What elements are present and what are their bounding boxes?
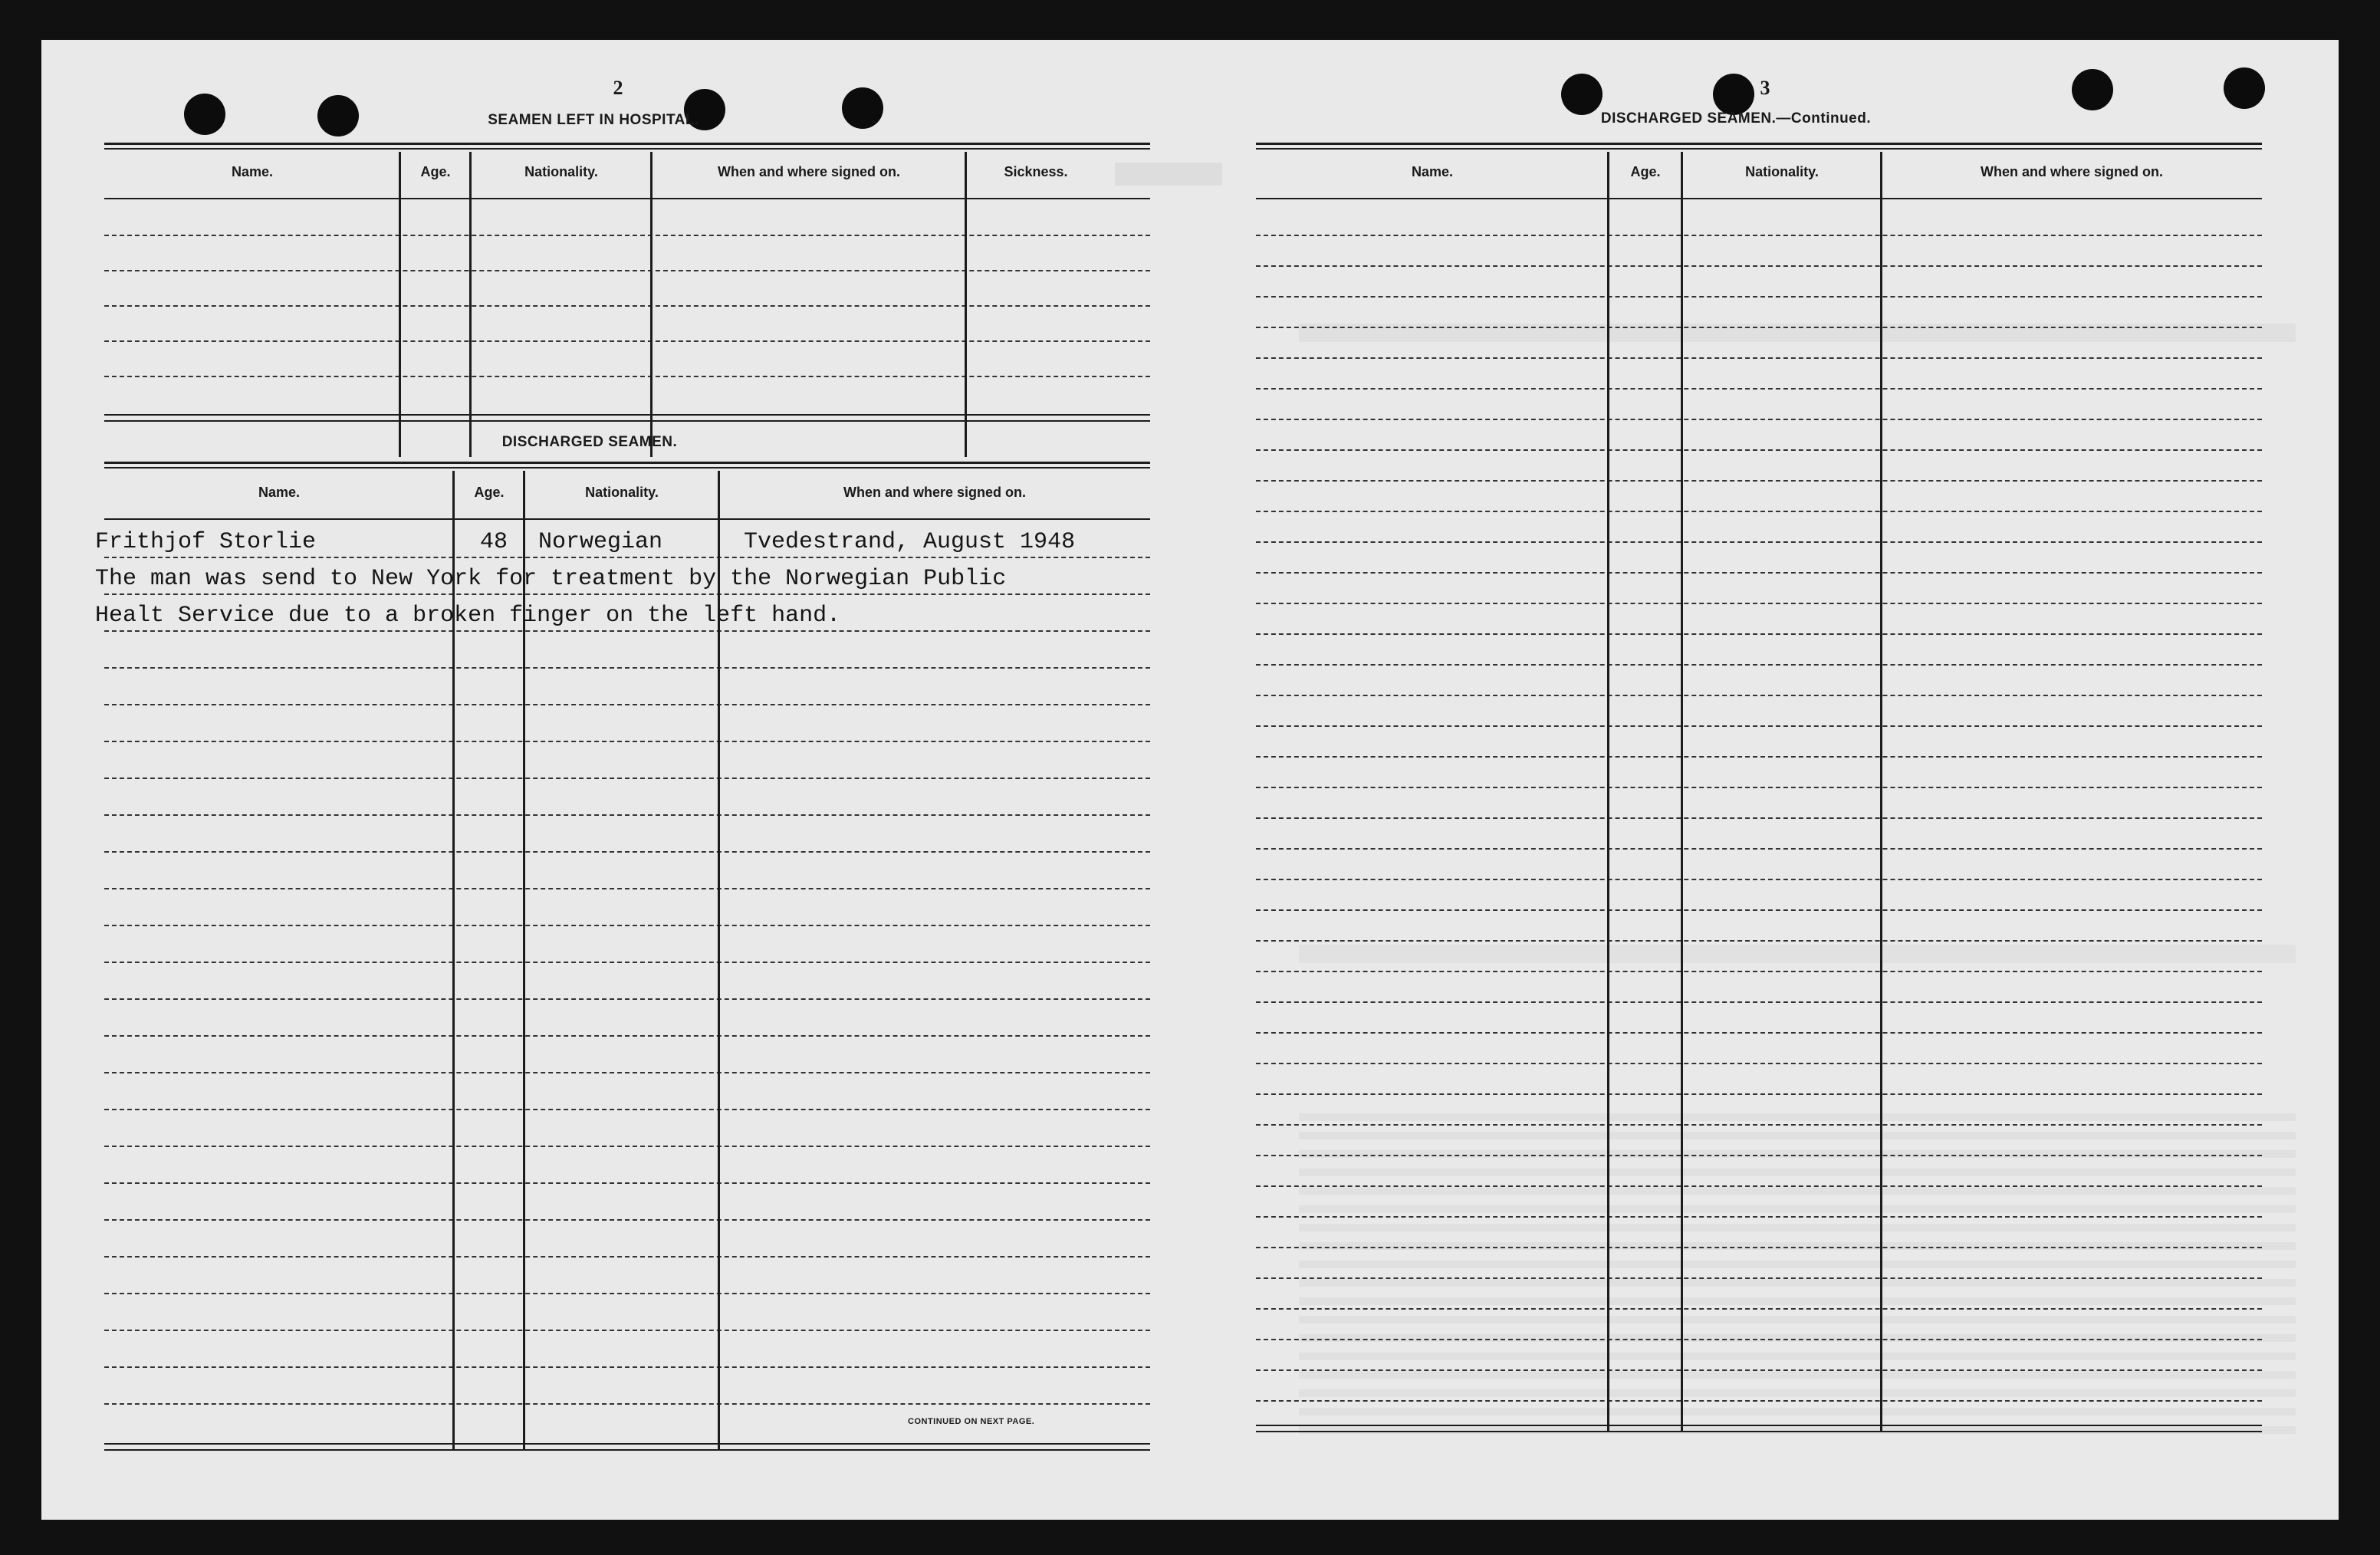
ruled-line <box>104 1256 1150 1257</box>
ruled-line <box>1256 1001 2262 1003</box>
ruled-line <box>1256 879 2262 880</box>
column-header-nationality: Nationality. <box>524 164 598 179</box>
ruled-line <box>1256 695 2262 696</box>
ruled-line <box>104 1219 1150 1221</box>
column-header-name: Name. <box>1411 164 1454 179</box>
ruled-line <box>1256 449 2262 451</box>
ruled-line <box>104 1182 1150 1184</box>
ruled-line <box>1256 1400 2262 1402</box>
ruled-line <box>104 704 1150 705</box>
discharged-section-title: DISCHARGED SEAMEN. <box>501 434 678 450</box>
ruled-line <box>1256 265 2262 267</box>
entry-age: 48 <box>480 529 508 555</box>
column-divider <box>399 152 401 457</box>
ruled-line <box>104 1403 1150 1405</box>
ruled-line <box>104 925 1150 926</box>
column-header-name: Name. <box>258 485 301 500</box>
column-header-nationality: Nationality. <box>585 485 659 500</box>
page-number-left: 2 <box>613 77 623 99</box>
ruled-line <box>1256 787 2262 788</box>
ruled-line <box>1256 1032 2262 1034</box>
ruled-line <box>1256 1063 2262 1064</box>
ruled-line <box>104 1366 1150 1368</box>
column-divider <box>965 152 967 457</box>
ruled-line <box>1256 1185 2262 1187</box>
ruled-line <box>104 667 1150 669</box>
ruled-line <box>1256 603 2262 604</box>
entry-name: Frithjof Storlie <box>95 529 317 555</box>
entry-nationality: Norwegian <box>538 529 663 555</box>
ruled-line <box>104 851 1150 853</box>
punch-hole <box>842 87 883 129</box>
column-divider <box>469 152 472 457</box>
column-header-nationality: Nationality. <box>1745 164 1819 179</box>
column-header-age: Age. <box>474 485 505 500</box>
ruled-line <box>1256 817 2262 819</box>
ruled-line <box>1256 756 2262 758</box>
hospital-section-title: SEAMEN LEFT IN HOSPITAL. <box>488 112 699 128</box>
ruled-line <box>104 741 1150 742</box>
ruled-line <box>1256 664 2262 666</box>
ruled-line <box>1256 848 2262 850</box>
ruled-line <box>104 270 1150 271</box>
ruled-line <box>1256 1155 2262 1156</box>
ruled-line <box>1256 572 2262 574</box>
ruled-line <box>104 340 1150 342</box>
column-header-signed-on: When and where signed on. <box>843 485 1027 500</box>
ruled-line <box>104 630 1150 632</box>
document-paper <box>41 40 2339 1520</box>
table-top-rule <box>104 143 1150 145</box>
ruled-line <box>1256 633 2262 635</box>
punch-hole <box>184 94 225 135</box>
ruled-line <box>104 962 1150 963</box>
bleed-through <box>1299 1113 2296 1435</box>
ruled-line <box>1256 1277 2262 1279</box>
ruled-line <box>1256 541 2262 543</box>
table-bottom-rule <box>104 1449 1150 1451</box>
ruled-line <box>1256 1216 2262 1218</box>
column-divider <box>1880 152 1882 1431</box>
ruled-line <box>104 305 1150 307</box>
column-header-signed-on: When and where signed on. <box>1980 164 2164 179</box>
ruled-line <box>1256 388 2262 390</box>
column-divider <box>1681 152 1683 1431</box>
ruled-line <box>1256 1308 2262 1310</box>
ruled-line <box>1256 725 2262 727</box>
punch-hole <box>2072 69 2113 110</box>
ruled-line <box>1256 511 2262 512</box>
table-top-rule <box>1256 148 2262 150</box>
column-header-age: Age. <box>420 164 451 179</box>
table-bottom-rule <box>1256 1431 2262 1432</box>
ruled-line <box>104 1035 1150 1037</box>
bleed-through <box>1115 163 1222 186</box>
discharged-continued-title: DISCHARGED SEAMEN.—Continued. <box>1600 110 1872 127</box>
column-header-sickness: Sickness. <box>1004 164 1068 179</box>
ruled-line <box>1256 480 2262 482</box>
table-bottom-rule <box>1256 1425 2262 1426</box>
ruled-line <box>1256 235 2262 236</box>
table-top-rule <box>104 467 1150 468</box>
ruled-line <box>1256 909 2262 911</box>
table-bottom-rule <box>104 1443 1150 1445</box>
table-top-rule <box>104 462 1150 464</box>
table-bottom-rule <box>104 420 1150 422</box>
column-divider <box>1607 152 1609 1431</box>
table-bottom-rule <box>104 414 1150 416</box>
ruled-line <box>104 778 1150 779</box>
ruled-line <box>104 1330 1150 1331</box>
ruled-line <box>1256 357 2262 359</box>
ruled-line <box>104 376 1150 377</box>
header-underline <box>1256 198 2262 199</box>
entry-remark-line-2: Healt Service due to a broken finger on the left hand. <box>95 603 841 629</box>
ruled-line <box>1256 1339 2262 1340</box>
ruled-line <box>1256 1369 2262 1371</box>
table-top-rule <box>104 148 1150 150</box>
punch-hole <box>317 95 359 136</box>
continued-footer: CONTINUED ON NEXT PAGE. <box>908 1417 1035 1426</box>
column-divider <box>650 152 653 457</box>
ruled-line <box>1256 940 2262 942</box>
column-header-signed-on: When and where signed on. <box>717 164 901 179</box>
punch-hole <box>1561 74 1603 115</box>
ruled-line <box>104 593 1150 595</box>
ruled-line <box>104 998 1150 1000</box>
ruled-line <box>1256 419 2262 420</box>
table-top-rule <box>1256 143 2262 145</box>
ruled-line <box>104 1293 1150 1294</box>
punch-hole <box>2224 67 2265 109</box>
ruled-line <box>104 888 1150 889</box>
ruled-line <box>104 1146 1150 1147</box>
ruled-line <box>104 1072 1150 1073</box>
header-underline <box>104 518 1150 520</box>
ruled-line <box>1256 1247 2262 1248</box>
header-underline <box>104 198 1150 199</box>
ruled-line <box>1256 971 2262 972</box>
ruled-line <box>1256 1124 2262 1126</box>
ruled-line <box>1256 327 2262 328</box>
column-header-name: Name. <box>231 164 274 179</box>
entry-signed-on: Tvedestrand, August 1948 <box>744 529 1076 555</box>
entry-remark-line-1: The man was send to New York for treatment by the Norwegian Public <box>95 566 1007 592</box>
ruled-line <box>1256 296 2262 298</box>
ruled-line <box>104 557 1150 558</box>
page-number-right: 3 <box>1760 77 1770 99</box>
ruled-line <box>1256 1093 2262 1095</box>
column-header-age: Age. <box>1630 164 1661 179</box>
ruled-line <box>104 235 1150 236</box>
ruled-line <box>104 814 1150 816</box>
bleed-through <box>1299 945 2296 963</box>
ruled-line <box>104 1109 1150 1110</box>
